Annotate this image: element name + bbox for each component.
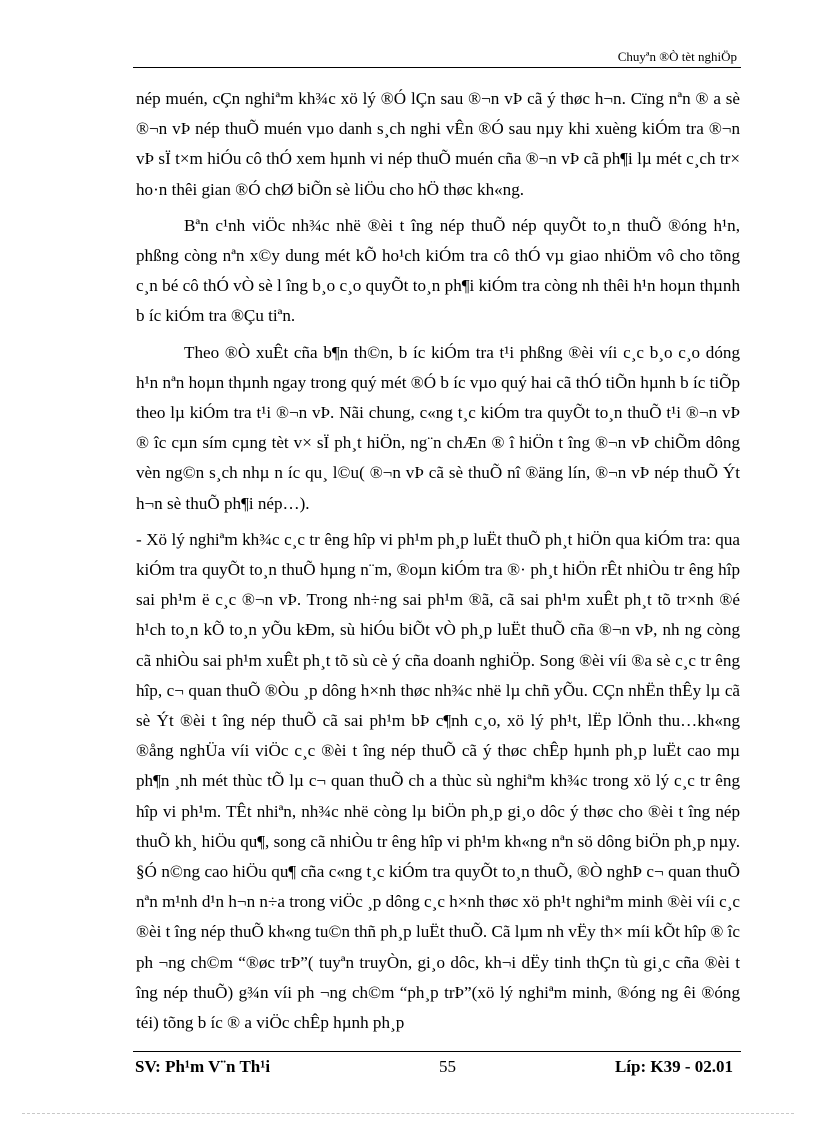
- footer-page-number: 55: [439, 1057, 456, 1076]
- page-bottom-divider: [22, 1113, 794, 1114]
- footer-class: Líp: K39 - 02.01: [614, 1057, 733, 1076]
- paragraph-2: Bªn c¹nh viÖc nh¾c nhë ®èi t îng nép thuÕ nép quyÕt to¸n thuÕ ®óng h¹n, phßng còng nªn x©y dung mét kÕ ho¹ch kiÓm tra cô thÓ vµ giao nhiÖm vô cho tõng c¸n bé cô thÓ vÒ sè l îng b¸o c¸o quyÕt to¸n ph¶i kiÓm tra còng nh thêi h¹n hoµn thµnh b íc kiÓm tra ®Çu tiªn.: [136, 215, 740, 326]
- paragraph-3: Theo ®Ò xuÊt cña b¶n th©n, b íc kiÓm tra t¹i phßng ®èi víi c¸c b¸o c¸o dóng h¹n nªn hoµn thµnh ngay trong quý mét ®Ó b íc vµo quý hai cã thÓ tiÕn hµnh b íc tiÕp theo lµ kiÓm tra t¹i ®¬n vÞ. Nãi chung, c«ng t¸c kiÓm tra quyÕt to¸n thuÕ t¹i ®¬n vÞ ® îc cµn sím cµng tèt v× sÏ ph¸t hiÖn, ng¨n chÆn ® î hiÖn t îng ®¬n vÞ chiÕm dông vèn ng©n s¸ch nhµ n íc qu¸ l©u( ®¬n vÞ cã sè thuÕ nî ®äng lín, ®¬n vÞ nép thuÕ Ýt h¬n sè thuÕ ph¶i nép…).: [136, 342, 740, 513]
- page-footer: [133, 1051, 741, 1086]
- paragraph-1: nép muén, cÇn nghiªm kh¾c xö lý ®Ó lÇn sau ®¬n vÞ cã ý thøc h¬n. Cïng nªn ® a sè ®¬n vÞ nép thuÕ muén vµo danh s¸ch nghi vÊn ®Ó sau nµy khi xuèng kiÓm tra ®¬n vÞ sÏ t×m hiÓu cô thÓ xem hµnh vi nép thuÕ muén cña ®¬n vÞ cã ph¶i lµ mét c¸ch tr× ho·n thêi gian ®Ó chØ biÕn sè liÖu cho hÖ thøc kh«ng.: [136, 89, 740, 199]
- paragraph-4: - Xö lý nghiªm kh¾c c¸c tr êng hîp vi ph¹m ph¸p luËt thuÕ ph¸t hiÖn qua kiÓm tra: qua kiÓm tra quyÕt to¸n thuÕ hµng n¨m, ®oµn kiÓm tra ®· ph¸t hiÖn rÊt nhiÒu tr êng hîp sai ph¹m ë c¸c ®¬n vÞ. Trong nh÷ng sai ph¹m ®ã, cã sai ph¹m xuÊt ph¸t tõ tr×nh ®é h¹ch to¸n kÕ to¸n yÕu kÐm, sù hiÓu biÕt vÒ ph¸p luËt thuÕ cña ®¬n vÞ, nh ng còng cã nhiÒu sai ph¹m xuÊt ph¸t tõ sù cè ý cña doanh nghiÖp. Song ®èi víi ®a sè c¸c tr êng hîp, c¬ quan thuÕ ®Òu ¸p dông h×nh thøc nh¾c nhë lµ chñ yÕu. CÇn nhËn thÊy lµ cã sè Ýt ®èi t îng nép thuÕ cã sai ph¹m bÞ c¶nh c¸o, xö lý ph¹t, lËp lÖnh thu…kh«ng ®ång nghÜa víi viÖc c¸c ®èi t îng nép thuÕ cã ý thøc chÊp hµnh ph¸p luËt cao mµ ph¶n ¸nh mét thùc tÕ lµ c¬ quan thuÕ ch a thùc sù nghiªm kh¾c trong xö lý c¸c tr êng hîp vi ph¹m. TÊt nhiªn, nh¾c nhë còng lµ biÖn ph¸p gi¸o dôc ý thøc cho ®èi t îng nép thuÕ kh¸ hiÖu qu¶, song cã nhiÒu tr êng hîp vi ph¹m kh«ng nªn sö dông biÖn ph¸p nµy. §Ó n©ng cao hiÖu qu¶ cña c«ng t¸c kiÓm tra quyÕt to¸n thuÕ, ®Ò nghÞ c¬ quan thuÕ nªn m¹nh d¹n h¬n n÷a trong viÖc ¸p dông c¸c h×nh thøc xö ph¹t nghiªm minh ®èi víi c¸c ®èi t îng nép thuÕ kh«ng tu©n thñ ph¸p luËt thuÕ. Cã lµm nh vËy th× míi kÕt hîp ® îc ph ¬ng ch©m “®øc trÞ”( tuyªn truyÒn, gi¸o dôc, kh¬i dËy tinh thÇn tù gi¸c cña ®èi t îng nép thuÕ) g¾n víi ph ¬ng ch©m “ph¸p trÞ”(xö lý nghiªm minh, ®óng ng êi ®óng téi) tõng b íc ® a viÖc chÊp hµnh ph¸p: [136, 529, 740, 1033]
- header-title: Chuyªn ®Ò tèt nghiÖp: [617, 49, 737, 64]
- body-text: [136, 84, 740, 1044]
- footer-student: SV: Ph¹m V¨n Th¹i: [135, 1057, 271, 1076]
- page-header: [133, 47, 741, 68]
